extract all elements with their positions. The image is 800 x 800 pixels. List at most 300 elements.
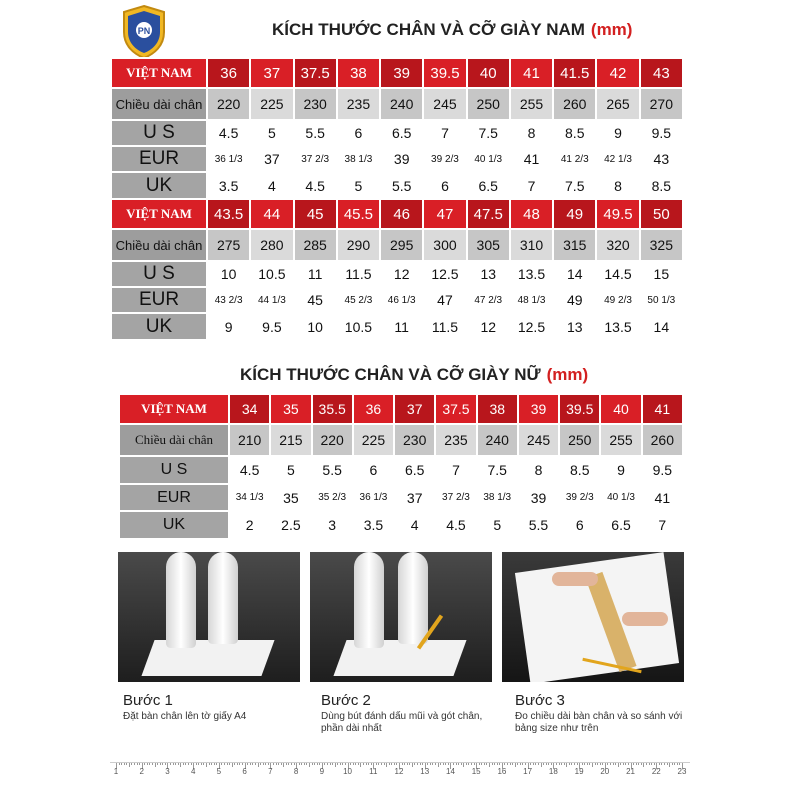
ruler-number: 20 [600, 767, 610, 776]
ruler-minor-tick [252, 763, 253, 765]
ruler-number: 10 [343, 767, 352, 776]
ruler-minor-tick [201, 763, 202, 765]
size-cell: 9 [596, 120, 639, 146]
ruler-minor-tick [654, 763, 655, 765]
ruler-minor-tick [414, 763, 415, 765]
ruler-minor-tick [422, 763, 423, 765]
step-1 [123, 692, 293, 723]
size-cell: 6.5 [600, 511, 641, 539]
ruler-minor-tick [546, 763, 547, 765]
size-cell: 285 [294, 229, 337, 261]
svg-text:PN: PN [137, 26, 151, 36]
size-cell: 5 [270, 456, 311, 484]
ruler-minor-tick [232, 763, 233, 767]
size-cell: 34 1/3 [229, 484, 270, 511]
vn-size-row [111, 58, 683, 88]
ruler-minor-tick [301, 763, 302, 765]
eur-size-row [111, 146, 683, 172]
vn-size-row [119, 394, 683, 424]
ruler-minor-tick [203, 763, 204, 765]
ruler-minor-tick [131, 763, 132, 765]
ruler-minor-tick [340, 763, 341, 765]
size-cell: 39 [518, 484, 559, 511]
size-cell: 11.5 [337, 261, 380, 287]
men-title: KÍCH THƯỚC CHÂN VÀ CỠ GIÀY NAM (mm) [272, 20, 633, 39]
size-cell: 40 [600, 394, 641, 424]
ruler-minor-tick [330, 763, 331, 765]
row-label: U S [111, 261, 207, 287]
ruler-minor-tick [386, 763, 387, 767]
ruler-minor-tick [636, 763, 637, 765]
size-cell: 11.5 [423, 313, 466, 340]
size-cell: 44 1/3 [250, 287, 293, 313]
ruler-number: 16 [497, 767, 507, 776]
size-cell: 9.5 [642, 456, 683, 484]
size-cell: 5.5 [380, 172, 423, 199]
size-cell: 4 [394, 511, 435, 539]
ruler-minor-tick [324, 763, 325, 765]
size-cell: 6.5 [467, 172, 510, 199]
step-title: Bước 3 [515, 692, 565, 709]
ruler-number: 4 [190, 767, 196, 776]
ruler-minor-tick [124, 763, 125, 765]
step-3 [515, 692, 685, 735]
ruler-minor-tick [283, 763, 284, 767]
ruler-minor-tick [355, 763, 356, 765]
size-cell: 5 [477, 511, 518, 539]
size-cell: 3.5 [353, 511, 394, 539]
row-label: EUR [111, 146, 207, 172]
size-cell: 35 [270, 394, 311, 424]
ruler-minor-tick [404, 763, 405, 765]
ruler-minor-tick [669, 763, 670, 767]
size-cell: 36 1/3 [207, 146, 250, 172]
ruler-minor-tick [294, 763, 295, 765]
ruler-minor-tick [538, 763, 539, 765]
ruler-minor-tick [221, 763, 222, 765]
ruler-minor-tick [628, 763, 629, 765]
size-cell: 47 [423, 199, 466, 229]
ruler-minor-tick [206, 763, 207, 767]
ruler-minor-tick [443, 763, 444, 765]
length-row [111, 88, 683, 120]
size-cell: 215 [270, 424, 311, 456]
ruler-number: 21 [626, 767, 635, 776]
ruler-minor-tick [265, 763, 266, 765]
size-cell: 5.5 [294, 120, 337, 146]
ruler-minor-tick [615, 763, 616, 765]
ruler-minor-tick [510, 763, 511, 765]
vn-size-row [111, 199, 683, 229]
ruler-minor-tick [463, 763, 464, 767]
ruler-minor-tick [363, 763, 364, 765]
ruler-minor-tick [407, 763, 408, 765]
ruler-minor-tick [129, 763, 130, 767]
ruler-number: 22 [651, 767, 661, 776]
ruler-minor-tick [541, 763, 542, 767]
uk-size-row [119, 511, 683, 539]
ruler-minor-tick [566, 763, 567, 767]
size-cell: 39.5 [423, 58, 466, 88]
ruler-minor-tick [623, 763, 624, 765]
size-cell: 315 [553, 229, 596, 261]
ruler-minor-tick [121, 763, 122, 765]
size-cell: 39 2/3 [559, 484, 600, 511]
ruler-minor-tick [160, 763, 161, 765]
ruler-minor-tick [551, 763, 552, 765]
ruler-minor-tick [564, 763, 565, 765]
ruler-minor-tick [468, 763, 469, 765]
size-cell: 39.5 [559, 394, 600, 424]
size-cell: 39 2/3 [423, 146, 466, 172]
size-cell: 45 [294, 199, 337, 229]
size-cell: 42 1/3 [596, 146, 639, 172]
ruler-minor-tick [625, 763, 626, 765]
step-desc: Đo chiều dài bàn chân và so sánh với bảng size như trên [515, 711, 683, 734]
size-cell: 39 [518, 394, 559, 424]
size-cell: 5.5 [518, 511, 559, 539]
size-cell: 38 1/3 [337, 146, 380, 172]
size-cell: 40 [467, 58, 510, 88]
size-cell: 7 [642, 511, 683, 539]
ruler-minor-tick [548, 763, 549, 765]
size-cell: 3 [312, 511, 353, 539]
size-cell: 35 [270, 484, 311, 511]
ruler-minor-tick [535, 763, 536, 765]
ruler-minor-tick [474, 763, 475, 765]
size-cell: 6 [559, 511, 600, 539]
ruler-minor-tick [679, 763, 680, 765]
size-cell: 10.5 [250, 261, 293, 287]
ruler-minor-tick [162, 763, 163, 765]
ruler-minor-tick [183, 763, 184, 765]
ruler-minor-tick [368, 763, 369, 765]
hand-shape [622, 612, 668, 626]
leg-shape [354, 552, 384, 648]
ruler-minor-tick [479, 763, 480, 765]
ruler-minor-tick [435, 763, 436, 765]
ruler-minor-tick [152, 763, 153, 765]
ruler-minor-tick [440, 763, 441, 765]
ruler-minor-tick [417, 763, 418, 765]
ruler-minor-tick [520, 763, 521, 765]
ruler-number: 5 [216, 767, 222, 776]
leg-shape [166, 552, 196, 648]
size-cell: 7 [510, 172, 553, 199]
ruler-minor-tick [211, 763, 212, 765]
size-cell: 37 [394, 394, 435, 424]
row-label: U S [111, 120, 207, 146]
size-cell: 9 [600, 456, 641, 484]
ruler-minor-tick [582, 763, 583, 765]
ruler-minor-tick [134, 763, 135, 765]
size-cell: 290 [337, 229, 380, 261]
leg-shape [398, 552, 428, 644]
ruler-minor-tick [533, 763, 534, 765]
size-cell: 7.5 [477, 456, 518, 484]
ruler-minor-tick [559, 763, 560, 765]
size-cell: 10.5 [337, 313, 380, 340]
ruler-minor-tick [651, 763, 652, 765]
ruler-minor-tick [358, 763, 359, 765]
ruler-minor-tick [376, 763, 377, 765]
ruler-minor-tick [584, 763, 585, 765]
size-cell: 42 [596, 58, 639, 88]
ruler-minor-tick [371, 763, 372, 765]
ruler-minor-tick [448, 763, 449, 765]
size-cell: 6 [353, 456, 394, 484]
size-cell: 225 [250, 88, 293, 120]
size-cell: 225 [353, 424, 394, 456]
ruler-minor-tick [453, 763, 454, 765]
ruler-minor-tick [337, 763, 338, 765]
size-cell: 43 [640, 146, 683, 172]
size-cell: 5 [250, 120, 293, 146]
ruler-minor-tick [481, 763, 482, 765]
size-cell: 8.5 [559, 456, 600, 484]
step1-photo [118, 552, 300, 682]
ruler-minor-tick [664, 763, 665, 765]
ruler-minor-tick [273, 763, 274, 765]
ruler-minor-tick [191, 763, 192, 765]
size-cell: 48 [510, 199, 553, 229]
size-cell: 10 [207, 261, 250, 287]
ruler-minor-tick [592, 763, 593, 767]
ruler-minor-tick [589, 763, 590, 765]
ruler-minor-tick [641, 763, 642, 765]
ruler-minor-tick [633, 763, 634, 765]
step2-photo [310, 552, 492, 682]
ruler-minor-tick [185, 763, 186, 765]
ruler-number: 15 [471, 767, 481, 776]
size-cell: 45.5 [337, 199, 380, 229]
size-cell: 44 [250, 199, 293, 229]
step-2 [321, 692, 501, 735]
ruler-minor-tick [139, 763, 140, 765]
ruler-minor-tick [327, 763, 328, 765]
ruler-minor-tick [229, 763, 230, 765]
row-label: VIỆT NAM [111, 199, 207, 229]
size-cell: 50 [640, 199, 683, 229]
ruler-minor-tick [595, 763, 596, 765]
ruler-minor-tick [258, 763, 259, 767]
size-cell: 4.5 [435, 511, 476, 539]
ruler-minor-tick [391, 763, 392, 765]
ruler-minor-tick [574, 763, 575, 765]
ruler-minor-tick [224, 763, 225, 765]
ruler-number: 19 [574, 767, 584, 776]
row-label: UK [119, 511, 229, 539]
ruler-minor-tick [643, 763, 644, 767]
size-cell: 275 [207, 229, 250, 261]
ruler-minor-tick [299, 763, 300, 765]
ruler-minor-tick [561, 763, 562, 765]
size-cell: 210 [229, 424, 270, 456]
step-desc: Dùng bút đánh dấu mũi và gót chân, phần dài nhất [321, 711, 483, 734]
ruler-minor-tick [281, 763, 282, 765]
ruler-minor-tick [571, 763, 572, 765]
size-cell: 11 [380, 313, 423, 340]
measurement-photos [118, 552, 684, 682]
size-cell: 43 [640, 58, 683, 88]
ruler-minor-tick [458, 763, 459, 765]
size-cell: 4.5 [294, 172, 337, 199]
step-desc: Đặt bàn chân lên tờ giấy A4 [123, 711, 247, 722]
ruler-minor-tick [432, 763, 433, 765]
ruler-number: 18 [548, 767, 558, 776]
ruler-minor-tick [227, 763, 228, 765]
ruler-minor-tick [646, 763, 647, 765]
ruler-minor-tick [402, 763, 403, 765]
paper-sheet [333, 640, 466, 676]
ruler-minor-tick [198, 763, 199, 765]
ruler-minor-tick [507, 763, 508, 765]
size-cell: 49 [553, 287, 596, 313]
size-cell: 48 1/3 [510, 287, 553, 313]
ruler-minor-tick [366, 763, 367, 765]
ruler-minor-tick [522, 763, 523, 765]
ruler-number: 14 [446, 767, 455, 776]
ruler-minor-tick [659, 763, 660, 765]
ruler-minor-tick [525, 763, 526, 765]
ruler-minor-tick [314, 763, 315, 765]
ruler-minor-tick [332, 763, 333, 765]
ruler-number: 3 [165, 767, 170, 776]
size-cell: 34 [229, 394, 270, 424]
ruler-minor-tick [430, 763, 431, 765]
ruler-minor-tick [342, 763, 343, 765]
ruler-number: 2 [139, 767, 144, 776]
ruler-minor-tick [618, 763, 619, 767]
size-cell: 260 [553, 88, 596, 120]
step-title: Bước 2 [321, 692, 371, 709]
us-size-row [119, 456, 683, 484]
size-cell: 41.5 [553, 58, 596, 88]
men-size-table [110, 57, 684, 341]
size-cell: 15 [640, 261, 683, 287]
size-cell: 260 [642, 424, 683, 456]
uk-size-row [111, 172, 683, 199]
ruler-minor-tick [345, 763, 346, 765]
length-row [119, 424, 683, 456]
ruler-minor-tick [255, 763, 256, 765]
ruler-minor-tick [499, 763, 500, 765]
size-cell: 12 [380, 261, 423, 287]
size-cell: 245 [518, 424, 559, 456]
ruler-minor-tick [214, 763, 215, 765]
us-size-row [111, 261, 683, 287]
ruler-minor-tick [247, 763, 248, 765]
ruler-minor-tick [286, 763, 287, 765]
ruler-minor-tick [312, 763, 313, 765]
ruler-number: 23 [677, 767, 687, 776]
step3-photo [502, 552, 684, 682]
ruler-minor-tick [497, 763, 498, 765]
ruler-minor-tick [268, 763, 269, 765]
ruler-minor-tick [319, 763, 320, 765]
size-cell: 8 [510, 120, 553, 146]
ruler-minor-tick [216, 763, 217, 765]
ruler-minor-tick [492, 763, 493, 765]
row-label: UK [111, 172, 207, 199]
ruler-minor-tick [242, 763, 243, 765]
ruler-minor-tick [137, 763, 138, 765]
ruler-minor-tick [389, 763, 390, 765]
ruler-minor-tick [276, 763, 277, 765]
ruler-minor-tick [178, 763, 179, 765]
size-cell: 255 [600, 424, 641, 456]
ruler-minor-tick [674, 763, 675, 765]
size-cell: 4 [250, 172, 293, 199]
size-cell: 39 [380, 146, 423, 172]
ruler-minor-tick [600, 763, 601, 765]
ruler-minor-tick [489, 763, 490, 767]
size-cell: 230 [294, 88, 337, 120]
size-cell: 38 [337, 58, 380, 88]
ruler-minor-tick [607, 763, 608, 765]
ruler-minor-tick [250, 763, 251, 765]
ruler-minor-tick [173, 763, 174, 765]
size-cell: 49 [553, 199, 596, 229]
paper-sheet [141, 640, 274, 676]
row-label: VIỆT NAM [119, 394, 229, 424]
size-cell: 13.5 [596, 313, 639, 340]
size-cell: 45 2/3 [337, 287, 380, 313]
row-label: Chiều dài chân [119, 424, 229, 456]
size-cell: 250 [559, 424, 600, 456]
size-cell: 8.5 [640, 172, 683, 199]
size-cell: 14 [553, 261, 596, 287]
size-cell: 13 [553, 313, 596, 340]
ruler-minor-tick [661, 763, 662, 765]
ruler-minor-tick [504, 763, 505, 765]
size-cell: 35 2/3 [312, 484, 353, 511]
size-cell: 39 [380, 58, 423, 88]
ruler-minor-tick [445, 763, 446, 765]
ruler-minor-tick [306, 763, 307, 765]
size-cell: 11 [294, 261, 337, 287]
step-title: Bước 1 [123, 692, 173, 709]
size-cell: 240 [380, 88, 423, 120]
ruler-minor-tick [638, 763, 639, 765]
ruler-minor-tick [420, 763, 421, 765]
size-cell: 3.5 [207, 172, 250, 199]
eur-size-row [111, 287, 683, 313]
size-cell: 5 [337, 172, 380, 199]
size-cell: 36 [207, 58, 250, 88]
ruler-minor-tick [461, 763, 462, 765]
women-title: KÍCH THƯỚC CHÂN VÀ CỠ GIÀY NỮ (mm) [240, 365, 589, 384]
size-cell: 230 [394, 424, 435, 456]
ruler-minor-tick [597, 763, 598, 765]
size-cell: 8.5 [553, 120, 596, 146]
row-label: Chiều dài chân [111, 229, 207, 261]
size-cell: 6 [423, 172, 466, 199]
ruler-minor-tick [335, 763, 336, 767]
size-cell: 7 [435, 456, 476, 484]
ruler-number: 7 [268, 767, 273, 776]
size-cell: 7.5 [553, 172, 596, 199]
length-row [111, 229, 683, 261]
row-label: EUR [119, 484, 229, 511]
size-cell: 40 1/3 [467, 146, 510, 172]
size-cell: 46 1/3 [380, 287, 423, 313]
size-cell: 270 [640, 88, 683, 120]
size-cell: 240 [477, 424, 518, 456]
ruler-minor-tick [188, 763, 189, 765]
size-cell: 36 1/3 [353, 484, 394, 511]
size-cell: 41 [510, 58, 553, 88]
